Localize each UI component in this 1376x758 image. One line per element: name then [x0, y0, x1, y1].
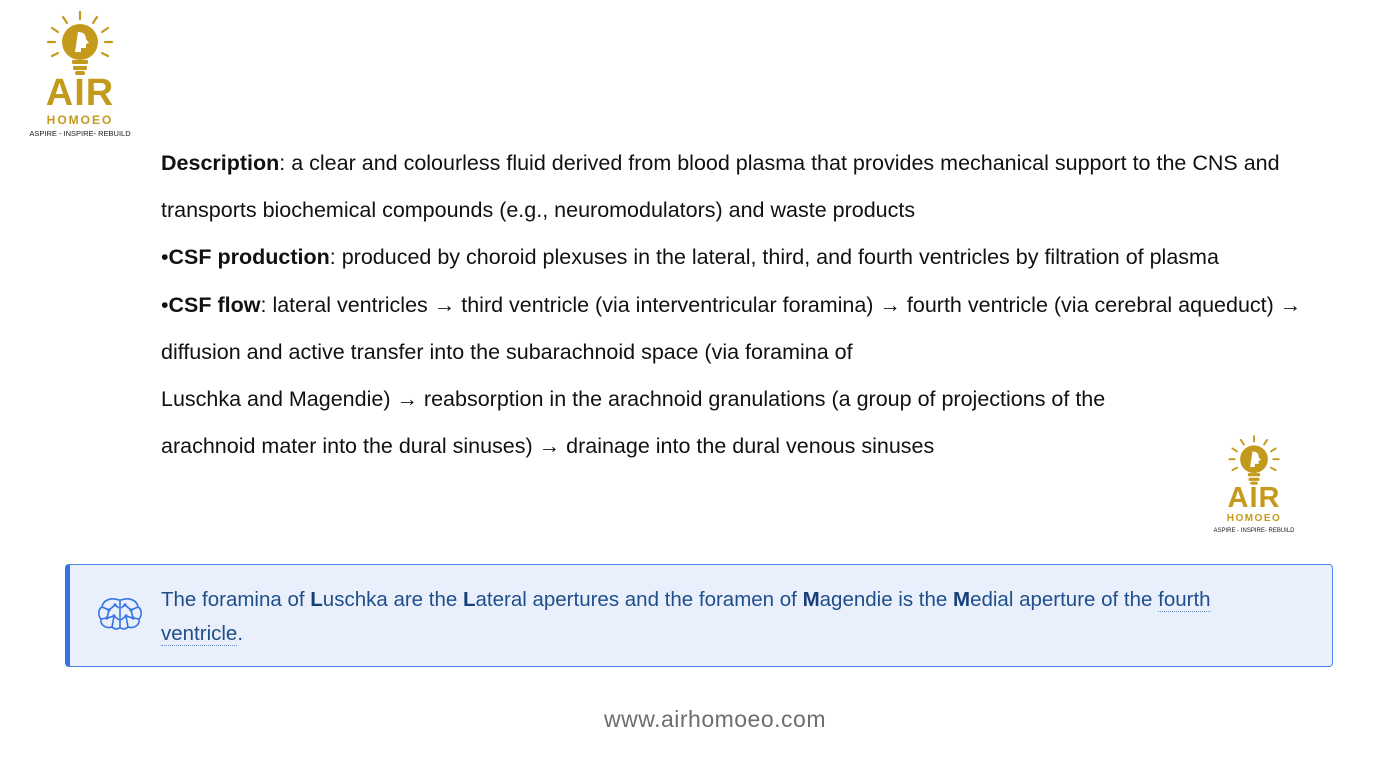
description-paragraph [161, 140, 1311, 234]
flow-text: : lateral ventricles → third ventricle (via interventricular foramina) → fourth ventricle (via cerebral aqueduct) → diffusion and active transfer into the subarachnoid space (via foramina of [161, 292, 1302, 364]
logo-sub: HOMOEO [1226, 513, 1282, 524]
description-label: Description [161, 151, 280, 175]
bullet: • [161, 292, 169, 317]
content-body [161, 140, 1311, 470]
callout-emphasis: M [802, 588, 820, 611]
production-label: CSF production [168, 245, 330, 270]
callout-period: . [237, 622, 244, 645]
callout-part: edial aperture of the [970, 588, 1159, 611]
logo-brand: AIR [1227, 482, 1281, 514]
callout-part: agendie is the [819, 588, 953, 611]
air-homoeo-logo-small [1212, 434, 1296, 534]
lightbulb-head-icon [1227, 434, 1281, 486]
callout-underlined-term: fourth ventricle [161, 588, 1211, 645]
logo-brand: AIR [45, 72, 115, 114]
flow-paragraph [161, 282, 1311, 376]
callout-emphasis: M [953, 588, 971, 611]
production-text: : produced by choroid plexuses in the lateral, third, and fourth ventricles by filtration of plasma [329, 245, 1219, 270]
air-homoeo-logo [26, 10, 134, 138]
footer-url[interactable]: www.airhomoeo.com [604, 706, 826, 732]
logo-tagline: ASPIRE - INSPIRE- REBUILD [1213, 528, 1295, 534]
callout-text [161, 583, 1281, 651]
callout-part: ateral apertures and the foramen of [475, 588, 803, 611]
callout-part: The foramina of [161, 588, 311, 611]
callout-emphasis: L [310, 588, 323, 611]
flow-label: CSF flow [168, 292, 261, 317]
production-paragraph [161, 234, 1311, 281]
logo-sub: HOMOEO [46, 113, 114, 127]
callout-emphasis: L [462, 588, 476, 611]
description-text: : a clear and colourless fluid derived from blood plasma that provides mechanical support to the CNS and transports biochemical compounds (e.g., neuromodulators) and waste products [161, 151, 1280, 223]
lightbulb-head-icon [45, 10, 115, 76]
bullet: • [161, 245, 169, 270]
mnemonic-callout [65, 564, 1333, 667]
logo-tagline: ASPIRE - INSPIRE- REBUILD [29, 129, 131, 138]
callout-part: uschka are the [322, 588, 463, 611]
flow-paragraph-continued: Luschka and Magendie) → reabsorption in the arachnoid granulations (a group of projections of the arachnoid mater into the dural sinuses) → drainage into the dural venous sinuses [161, 387, 1106, 459]
brain-icon [97, 596, 143, 632]
